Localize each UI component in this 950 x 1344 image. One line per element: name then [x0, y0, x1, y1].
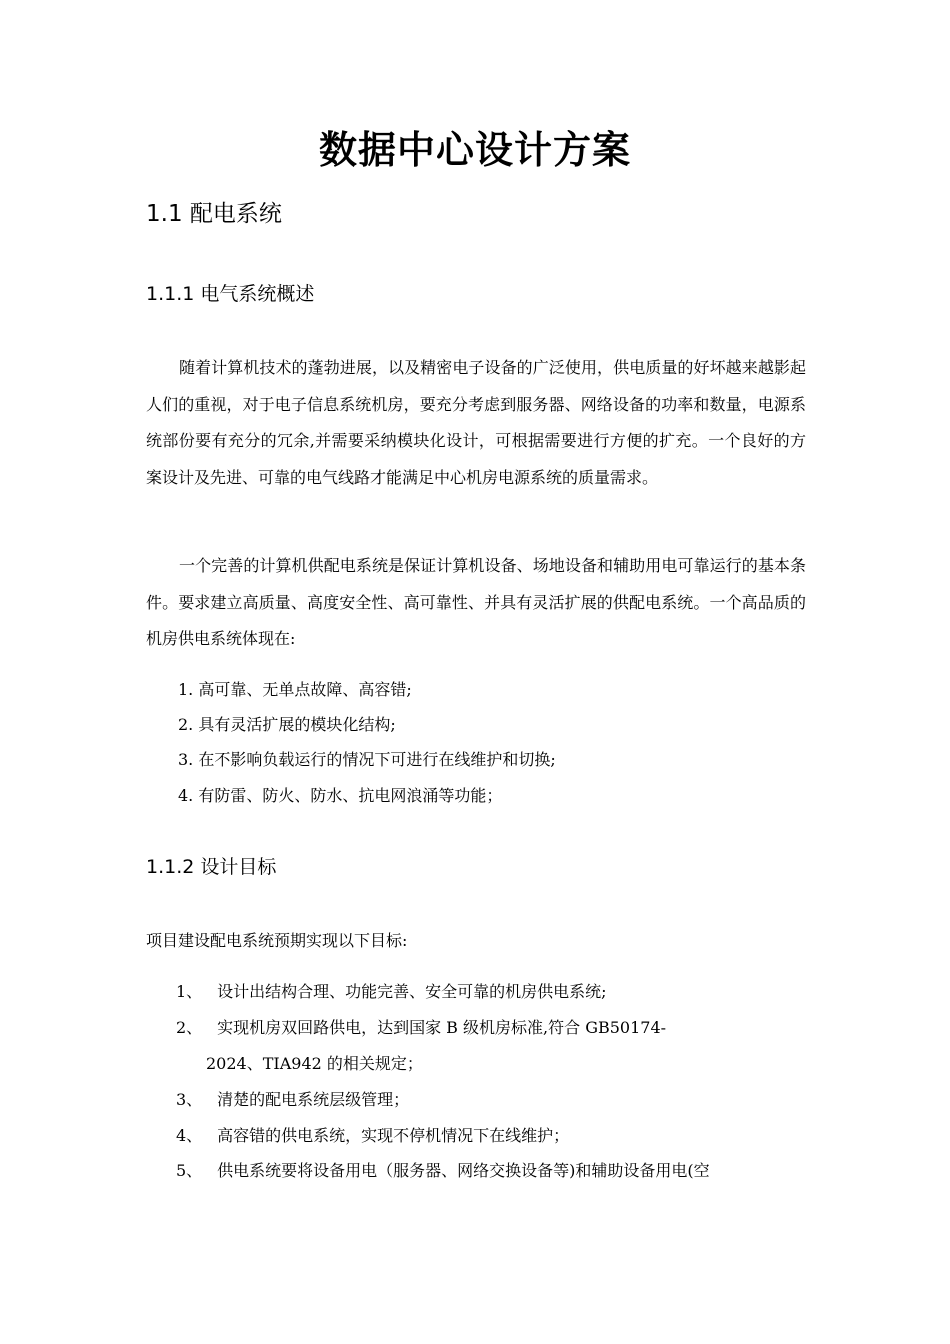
- list-item-text: 高可靠、无单点故障、高容错;: [198, 680, 412, 699]
- goal-number: 2、: [176, 1018, 203, 1037]
- goal-number: 4、: [176, 1126, 203, 1145]
- list-item: [178, 782, 502, 810]
- goal-item: [176, 1086, 409, 1114]
- goal-number: 5、: [176, 1161, 203, 1180]
- list-item-text: 在不影响负载运行的情况下可进行在线维护和切换;: [198, 750, 556, 769]
- list-item: [178, 711, 396, 739]
- list-item-number: 2.: [178, 715, 194, 734]
- document-title: 数据中心设计方案: [318, 128, 631, 172]
- overview-paragraph-2: 一个完善的计算机供配电系统是保证计算机设备、场地设备和辅助用电可靠运行的基本条件。要求建立高质量、高度安全性、高可靠性、并具有灵活扩展的供配电系统。一个高品质的机房供电系统体现在:: [146, 556, 806, 649]
- goal-item: [176, 1014, 666, 1042]
- goal-text: 清楚的配电系统层级管理；: [217, 1090, 410, 1109]
- subsection-heading-goals: 1.1.2 设计目标: [146, 856, 277, 878]
- goal-item: [176, 1157, 710, 1185]
- goal-item-continuation: 2024、TIA942 的相关规定；: [206, 1054, 423, 1073]
- section-heading: 1.1 配电系统: [146, 201, 282, 227]
- goal-number: 1、: [176, 982, 203, 1001]
- subsection-heading-overview: 1.1.1 电气系统概述: [146, 283, 315, 305]
- goals-intro: 项目建设配电系统预期实现以下目标:: [146, 931, 408, 950]
- list-item-text: 具有灵活扩展的模块化结构;: [198, 715, 396, 734]
- list-item-text: 有防雷、防火、防水、抗电网浪涌等功能；: [198, 786, 503, 805]
- goal-number: 3、: [176, 1090, 203, 1109]
- list-item-number: 1.: [178, 680, 194, 699]
- goal-text: 供电系统要将设备用电（服务器、网络交换设备等)和辅助设备用电(空: [217, 1161, 710, 1180]
- list-item: [178, 746, 556, 774]
- list-item: [178, 676, 412, 704]
- list-item-number: 3.: [178, 750, 194, 769]
- overview-paragraph-1: 随着计算机技术的蓬勃进展，以及精密电子设备的广泛使用，供电质量的好坏越来越影起人们的重视，对于电子信息系统机房，要充分考虑到服务器、网络设备的功率和数量，电源系统部份要有充分的冗余,并需要采纳模块化设计，可根据需要进行方便的扩充。一个良好的方案设计及先进、可靠的电气线路才能满足中心机房电源系统的质量需求。: [146, 358, 806, 487]
- goal-item: [176, 1122, 569, 1150]
- goal-text: 设计出结构合理、功能完善、安全可靠的机房供电系统;: [217, 982, 607, 1001]
- goal-text: 高容错的供电系统，实现不停机情况下在线维护；: [217, 1126, 570, 1145]
- list-item-number: 4.: [178, 786, 194, 805]
- goal-item: [176, 978, 607, 1006]
- goal-text: 实现机房双回路供电，达到国家 B 级机房标准,符合 GB50174-: [217, 1018, 667, 1037]
